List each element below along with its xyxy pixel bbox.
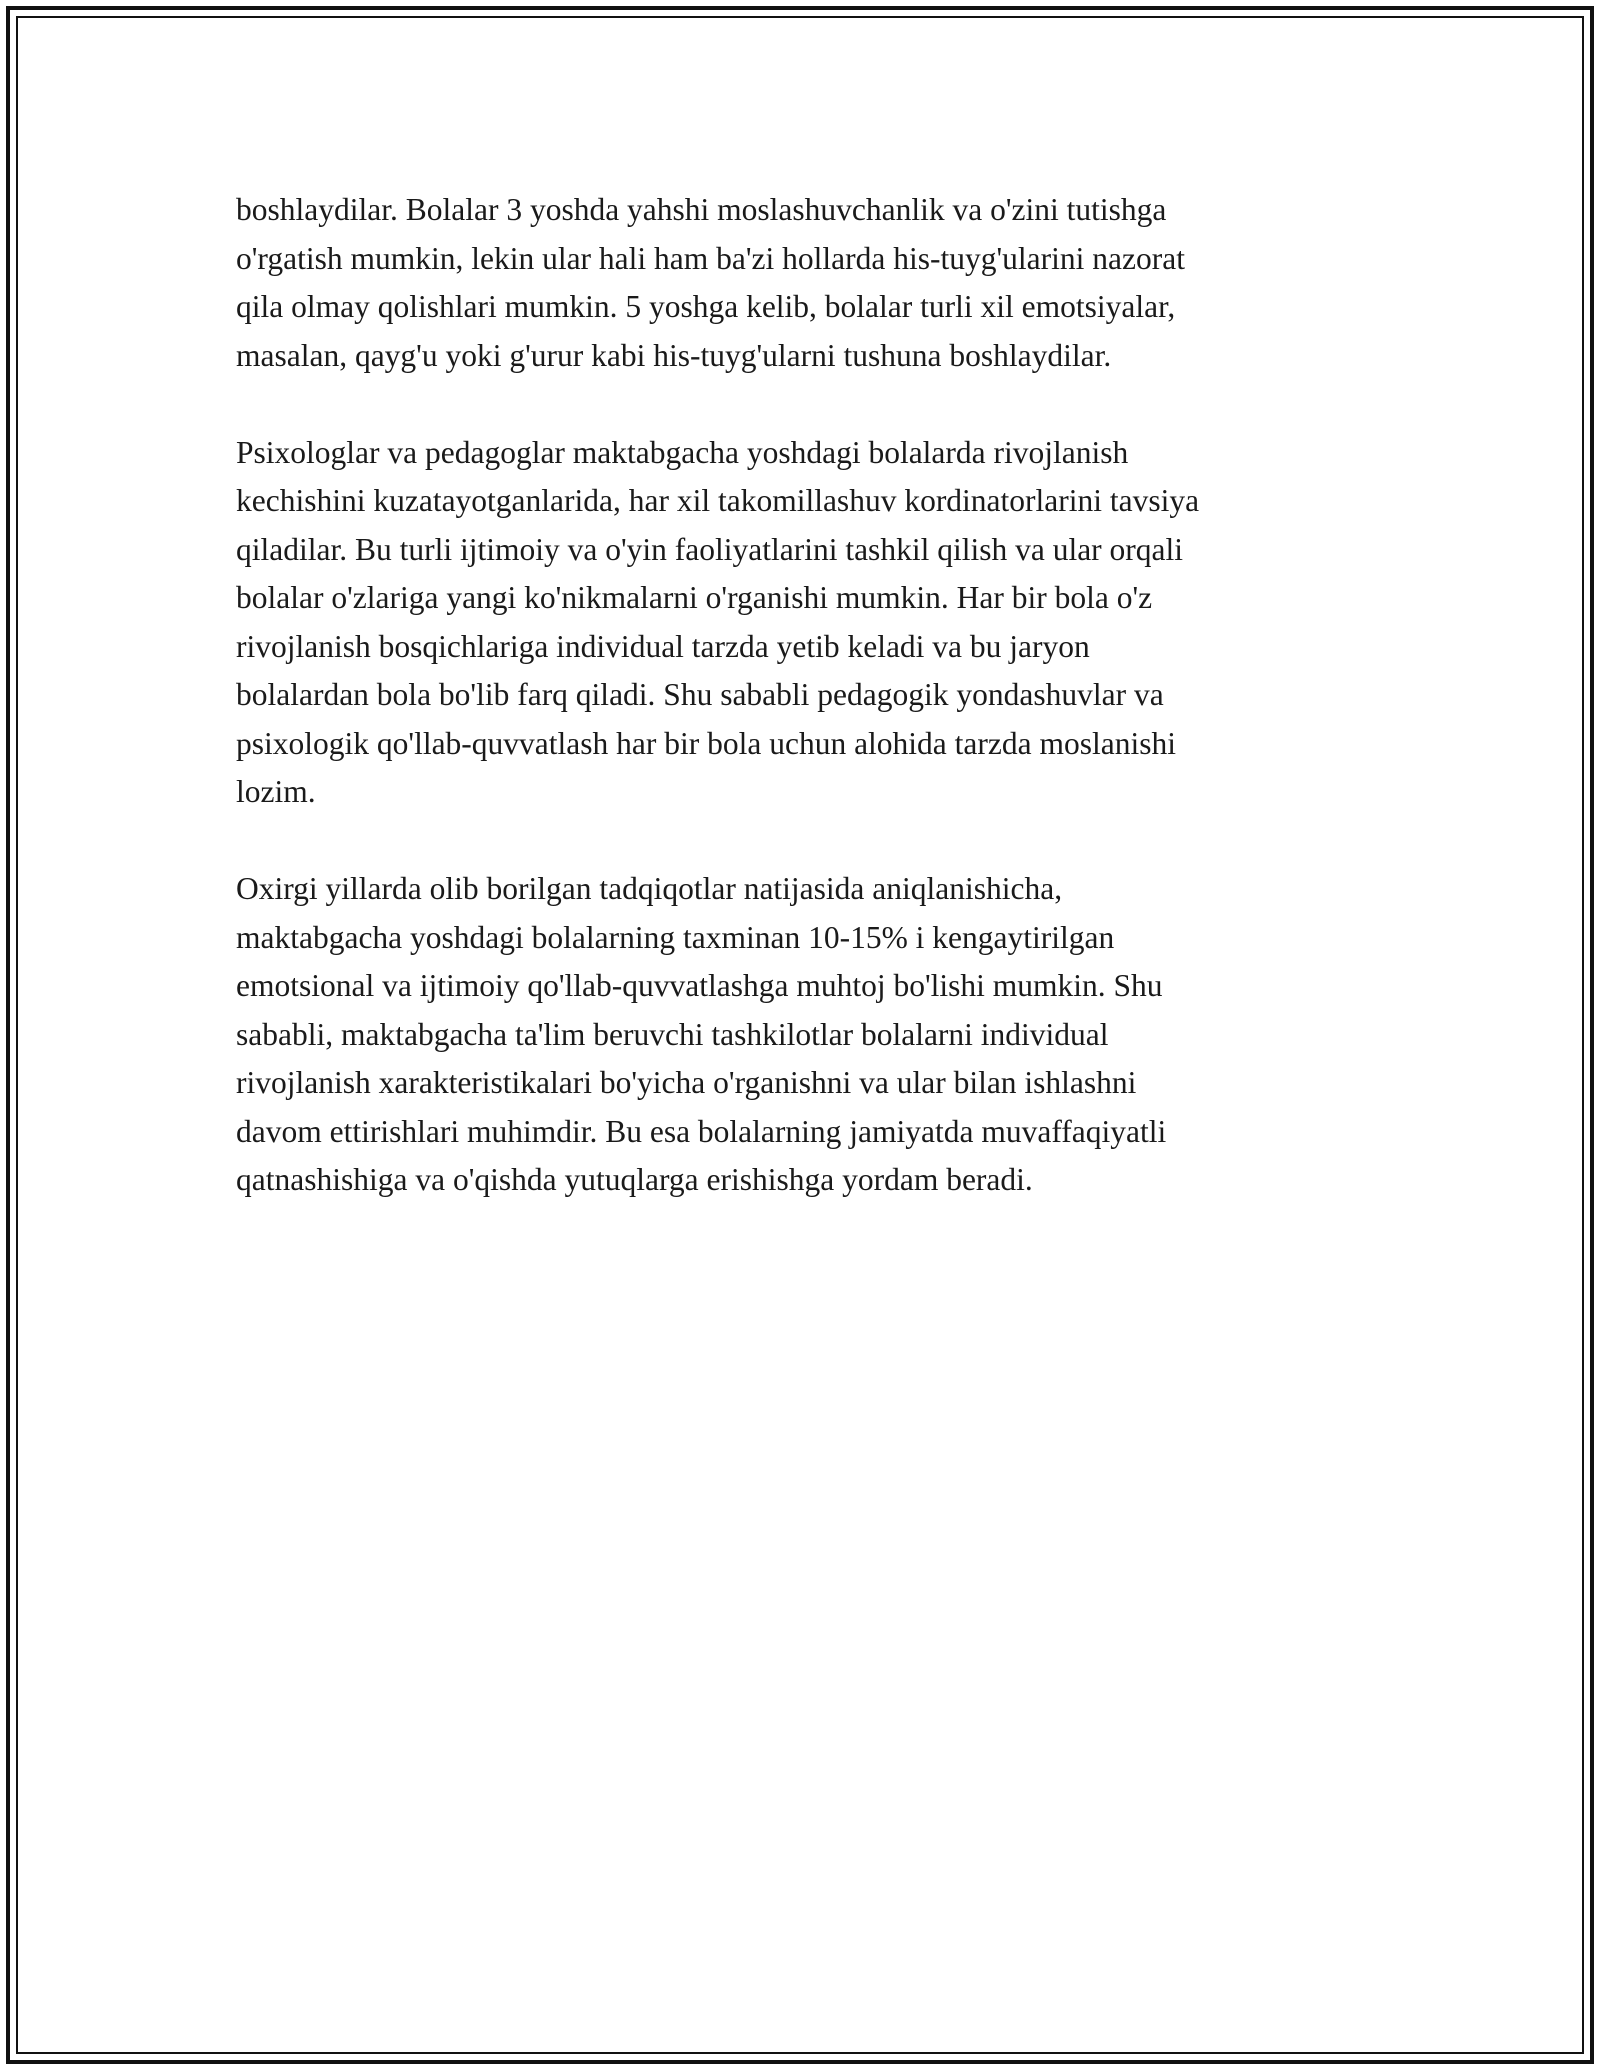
document-body	[236, 186, 1376, 1253]
text-line: qiladilar. Bu turli ijtimoiy va o'yin faoliyatlarini tashkil qilish va ular orqali	[236, 531, 1184, 567]
text-line: rivojlanish xarakteristikalari bo'yicha o'rganishni va ular bilan ishlashni	[236, 1065, 1137, 1100]
paragraph-3	[236, 865, 1376, 1205]
text-line: sababli, maktabgacha ta'lim beruvchi tashkilotlar bolalarni individual	[236, 1016, 1109, 1052]
text-line: qila olmay qolishlari mumkin. 5 yoshga kelib, bolalar turli xil emotsiyalar,	[236, 289, 1176, 324]
text-line: davom ettirishlari muhimdir. Bu esa bolalarning jamiyatda muvaffaqiyatli	[236, 1113, 1167, 1149]
paragraph-1	[236, 186, 1376, 380]
text-line: Psixologlar va pedagoglar maktabgacha yoshdagi bolalarda rivojlanish	[236, 434, 1129, 470]
text-line: o'rgatish mumkin, lekin ular hali ham ba'zi hollarda his-tuyg'ularini nazorat	[236, 240, 1185, 276]
text-line: emotsional va ijtimoiy qo'llab-quvvatlashga muhtoj bo'lishi mumkin. Shu	[236, 968, 1163, 1003]
text-line: maktabgacha yoshdagi bolalarning taxminan 10-15% i kengaytirilgan	[236, 919, 1115, 955]
text-line: boshlaydilar. Bolalar 3 yoshda yahshi moslashuvchanlik va o'zini tutishga	[236, 192, 1167, 227]
text-line: rivojlanish bosqichlariga individual tarzda yetib keladi va bu jaryon	[236, 628, 1090, 664]
paragraph-2	[236, 429, 1376, 817]
text-line: Oxirgi yillarda olib borilgan tadqiqotlar natijasida aniqlanishicha,	[236, 871, 1063, 906]
text-line: masalan, qayg'u yoki g'urur kabi his-tuyg'ularni tushuna boshlaydilar.	[236, 337, 1112, 373]
text-line: bolalar o'zlariga yangi ko'nikmalarni o'rganishi mumkin. Har bir bola o'z	[236, 580, 1153, 615]
text-line: bolalardan bola bo'lib farq qiladi. Shu sababli pedagogik yondashuvlar va	[236, 677, 1164, 712]
text-line: qatnashishiga va o'qishda yutuqlarga erishishga yordam beradi.	[236, 1162, 1033, 1197]
text-line: lozim.	[236, 774, 316, 809]
text-line: kechishini kuzatayotganlarida, har xil takomillashuv kordinatorlarini tavsiya	[236, 483, 1200, 518]
text-line: psixologik qo'llab-quvvatlash har bir bola uchun alohida tarzda moslanishi	[236, 725, 1176, 761]
